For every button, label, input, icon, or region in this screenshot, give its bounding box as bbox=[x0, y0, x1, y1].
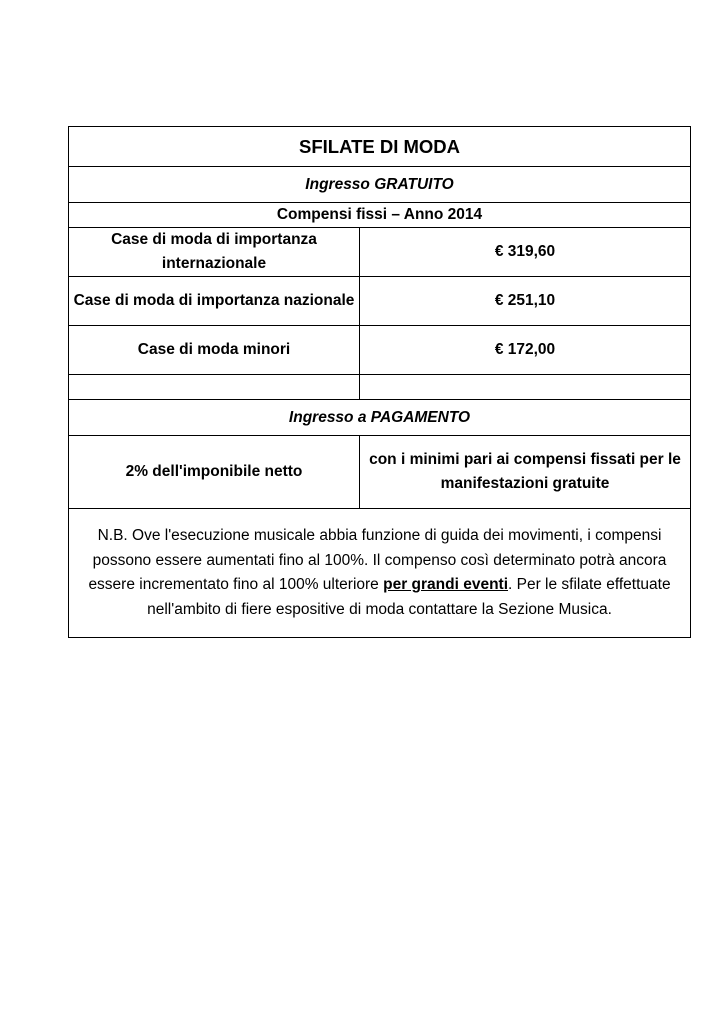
fee-label-minor: Case di moda minori bbox=[69, 326, 360, 375]
table-row bbox=[69, 277, 691, 326]
fee-amount-minor: € 172,00 bbox=[360, 326, 691, 375]
note-row bbox=[69, 509, 691, 638]
empty-cell-left bbox=[69, 375, 360, 400]
paid-entry-row bbox=[69, 400, 691, 436]
title-row bbox=[69, 127, 691, 167]
empty-row bbox=[69, 375, 691, 400]
free-entry-row bbox=[69, 167, 691, 203]
paid-rate-note: con i minimi pari ai compensi fissati per le manifestazioni gratuite bbox=[360, 436, 691, 509]
fee-label-national: Case di moda di importanza nazionale bbox=[69, 277, 360, 326]
paid-entry-heading: Ingresso a PAGAMENTO bbox=[69, 400, 691, 436]
table-row bbox=[69, 228, 691, 277]
fee-table bbox=[68, 126, 691, 638]
fee-amount-national: € 251,10 bbox=[360, 277, 691, 326]
big-events-link[interactable]: per grandi eventi bbox=[383, 576, 509, 593]
note-text-end: . Per le sfilate effettuate nell'ambito di fiere espositive di moda contattare la Sezione Musica. bbox=[147, 576, 671, 618]
paid-rate-row bbox=[69, 436, 691, 509]
fixed-fees-row bbox=[69, 203, 691, 228]
note-text-start: N.B. Ove l'esecuzione musicale abbia funzione di guida dei movimenti, i compensi possono essere aumentati fino al 100%. Il compenso così determinato potrà ancora essere incrementato fino al 100% ulteriore bbox=[88, 527, 667, 593]
fee-amount-international: € 319,60 bbox=[360, 228, 691, 277]
fixed-fees-heading: Compensi fissi – Anno 2014 bbox=[69, 203, 691, 228]
free-entry-heading: Ingresso GRATUITO bbox=[69, 167, 691, 203]
page-title: SFILATE DI MODA bbox=[69, 127, 691, 167]
table-row bbox=[69, 326, 691, 375]
fee-label-international: Case di moda di importanza internazionale bbox=[69, 228, 360, 277]
empty-cell-right bbox=[360, 375, 691, 400]
paid-rate: 2% dell'imponibile netto bbox=[69, 436, 360, 509]
note-text bbox=[69, 509, 691, 638]
